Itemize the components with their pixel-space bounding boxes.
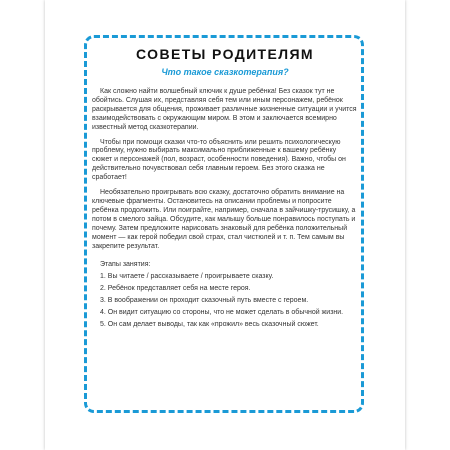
page-title: СОВЕТЫ РОДИТЕЛЯМ bbox=[136, 46, 314, 62]
section-subtitle: Что такое сказкотерапия? bbox=[161, 67, 289, 77]
advice-block bbox=[92, 45, 358, 333]
step-item: 2. Ребёнок представляет себя на месте героя. bbox=[100, 285, 251, 293]
paragraph-practice: Необязательно проигрывать всю сказку, достаточно обратить внимание на ключевые фрагменты. Остановитесь на описании проблемы и попросите ребёнка продолжить. Или поиграйте, например, сначала в зайчишку-трусишку, а потом в смелого зайца. Обсудите, как малышу больше понравилось поступать и почему. Затем предложите нарисовать знаковый для ребёнка положительный момент — как герой победил свой страх, стал чистюлей и т. п. Тем самым вы закрепите результат. bbox=[92, 189, 356, 250]
steps-list bbox=[92, 273, 358, 330]
step-item: 3. В воображении он проходит сказочный путь вместе с героем. bbox=[100, 297, 309, 305]
step-item: 1. Вы читаете / рассказываете / проигрываете сказку. bbox=[100, 273, 274, 281]
steps-heading: Этапы занятия: bbox=[100, 261, 151, 269]
paragraph-method: Чтобы при помощи сказки что-то объяснить или решить психологическую проблему, нужно выбирать максимально приближенные к вашему ребёнку сюжет и персонажей (пол, возраст, особенности поведения). Важно, чтобы он действительно почувствовал себя главным героем. Без этого сказка не сработает! bbox=[92, 138, 346, 182]
step-item: 4. Он видит ситуацию со стороны, что не может сделать в обычной жизни. bbox=[100, 309, 344, 317]
paragraph-intro: Как сложно найти волшебный ключик к душе ребёнка! Без сказок тут не обойтись. Слушая их, представляя себя тем или иным персонажем, ребёнок раскрывается для общения, проживает различные жизненные ситуации и учится взаимодействовать с окружающим миром. В этом и заключается всемирно известный метод сказкотерапии. bbox=[92, 88, 357, 131]
step-item: 5. Он сам делает выводы, так как «прожил» весь сказочный сюжет. bbox=[100, 320, 319, 328]
